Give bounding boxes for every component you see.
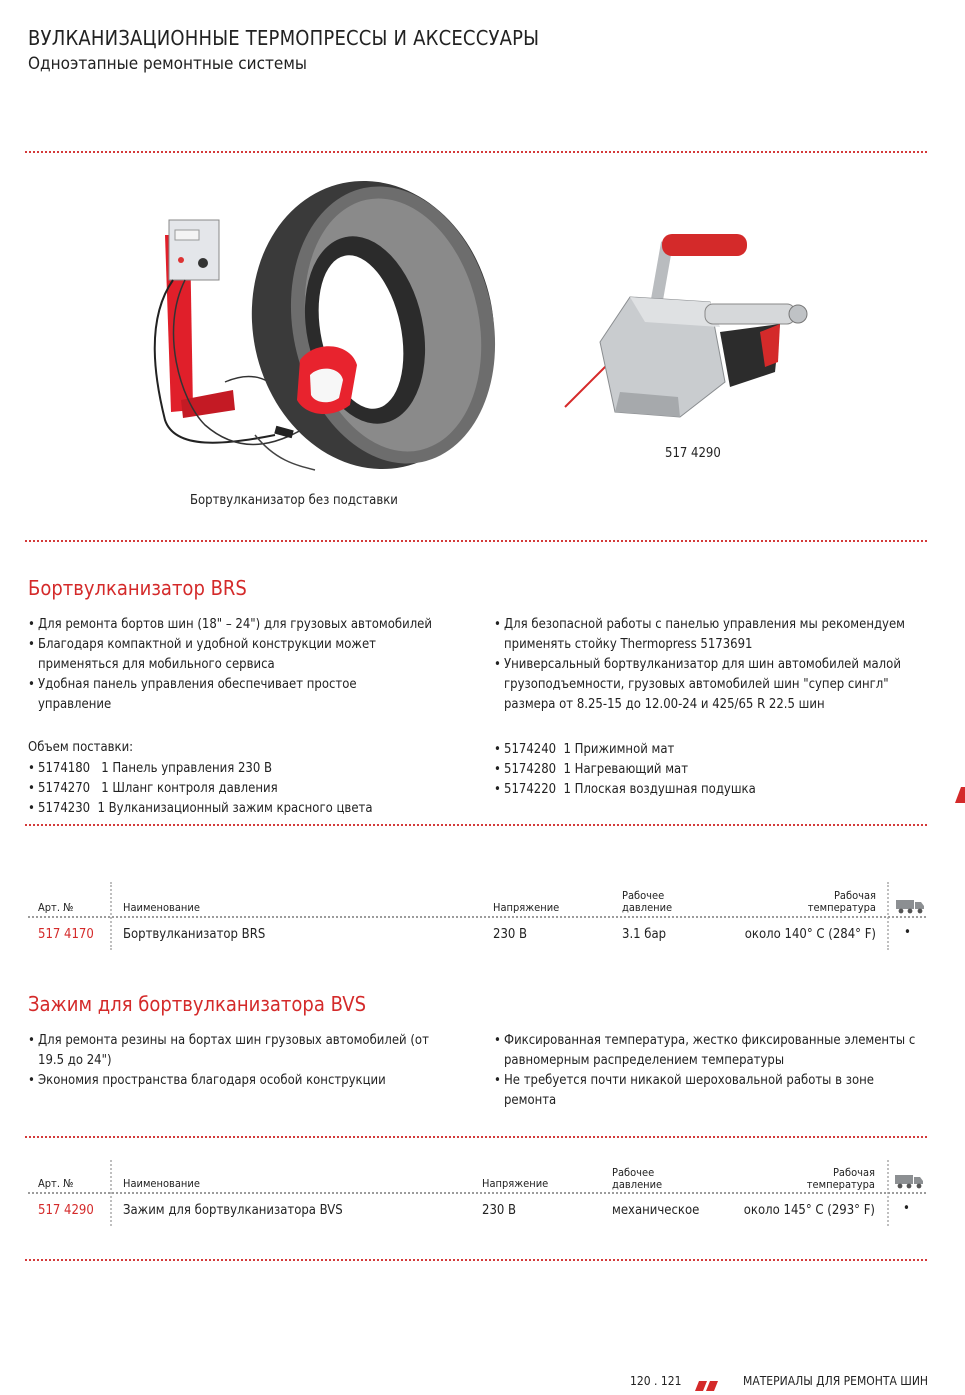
list-item: • Экономия пространства благодаря особой конструкции <box>28 1071 448 1091</box>
list-item: • 5174270 1 Шланг контроля давления <box>28 779 478 799</box>
list-item: • 5174220 1 Плоская воздушная подушка <box>494 780 924 800</box>
col-header-voltage: Напряжение <box>482 1177 549 1190</box>
brs-delivery-left <box>28 759 478 819</box>
list-item: • Фиксированная температура, жестко фиксированные элементы с равномерным распределением температуры <box>494 1031 924 1071</box>
list-item: • 5174280 1 Нагревающий мат <box>494 760 924 780</box>
col-header-pressure: Рабочее давление <box>612 1166 663 1191</box>
brs-features-right <box>494 615 924 715</box>
edge-tab-mark <box>955 787 965 807</box>
divider <box>25 824 927 826</box>
row-name: Бортвулканизатор BRS <box>123 927 266 942</box>
page-title: ВУЛКАНИЗАЦИОННЫЕ ТЕРМОПРЕССЫ И АКСЕССУАРЫ <box>28 26 540 50</box>
brs-features-left <box>28 615 478 715</box>
row-voltage: 230 В <box>493 927 528 942</box>
col-header-voltage: Напряжение <box>493 901 560 914</box>
bvs-product-image <box>560 222 820 427</box>
col-header-name: Наименование <box>123 1177 200 1190</box>
col-header-art: Арт. № <box>38 901 74 914</box>
row-temperature: около 140° C (284° F) <box>744 927 876 942</box>
col-header-art: Арт. № <box>38 1177 74 1190</box>
page-numbers: 120 . 121 <box>630 1374 682 1388</box>
page-subtitle: Одноэтапные ремонтные системы <box>28 54 307 74</box>
table-header-rule <box>28 1192 926 1194</box>
list-item: • 5174230 1 Вулканизационный зажим красного цвета <box>28 799 478 819</box>
image-caption-right: 517 4290 <box>665 446 721 461</box>
list-item: • Не требуется почти никакой шероховальной работы в зоне ремонта <box>494 1071 899 1111</box>
col-header-name: Наименование <box>123 901 200 914</box>
list-item: • Благодаря компактной и удобной конструкции может применяться для мобильного сервиса <box>28 635 388 675</box>
truck-icon <box>895 1173 925 1193</box>
footer-section-title: МАТЕРИАЛЫ ДЛЯ РЕМОНТА ШИН <box>743 1374 929 1388</box>
divider <box>25 1136 927 1138</box>
brs-section-title: Бортвулканизатор BRS <box>28 576 247 600</box>
table-header-rule <box>28 916 926 918</box>
list-item: • Для ремонта резины на бортах шин грузовых автомобилей (от 19.5 до 24") <box>28 1031 433 1071</box>
row-art: 517 4170 <box>38 927 94 942</box>
divider <box>25 540 927 542</box>
col-header-temperature: Рабочая температура <box>807 889 876 914</box>
row-voltage: 230 В <box>482 1203 517 1218</box>
bvs-section-title: Зажим для бортвулканизатора BVS <box>28 992 367 1016</box>
list-item: • Для ремонта бортов шин (18" – 24") для грузовых автомобилей <box>28 615 478 635</box>
brs-product-image <box>125 160 525 490</box>
row-art: 517 4290 <box>38 1203 94 1218</box>
list-item: • Универсальный бортвулканизатор для шин автомобилей малой грузоподъемности, грузовых автомобилей шин "супер сингл" размера от 8.25-15 до 12.00-24 и 425/65 R 22.5 шин <box>494 655 924 715</box>
list-item: • 5174180 1 Панель управления 230 В <box>28 759 478 779</box>
truck-icon <box>896 898 926 918</box>
row-availability-dot: • <box>903 1201 910 1216</box>
row-pressure: 3.1 бар <box>622 927 667 942</box>
row-availability-dot: • <box>904 925 911 940</box>
list-item: • Удобная панель управления обеспечивает простое управление <box>28 675 378 715</box>
brs-delivery-right <box>494 740 924 800</box>
image-caption-left: Бортвулканизатор без подставки <box>190 493 398 508</box>
list-item: • 5174240 1 Прижимной мат <box>494 740 924 760</box>
row-name: Зажим для бортвулканизатора BVS <box>123 1203 343 1218</box>
delivery-title: Объем поставки: <box>28 740 134 755</box>
col-header-pressure: Рабочее давление <box>622 889 673 914</box>
divider <box>25 1259 927 1261</box>
list-item: • Для безопасной работы с панелью управления мы рекомендуем применять стойку Thermopress 5173691 <box>494 615 924 655</box>
bvs-features-left <box>28 1031 448 1091</box>
bvs-features-right <box>494 1031 924 1111</box>
divider <box>25 151 927 153</box>
row-pressure: механическое <box>612 1203 700 1218</box>
col-header-temperature: Рабочая температура <box>806 1166 875 1191</box>
row-temperature: около 145° C (293° F) <box>743 1203 875 1218</box>
